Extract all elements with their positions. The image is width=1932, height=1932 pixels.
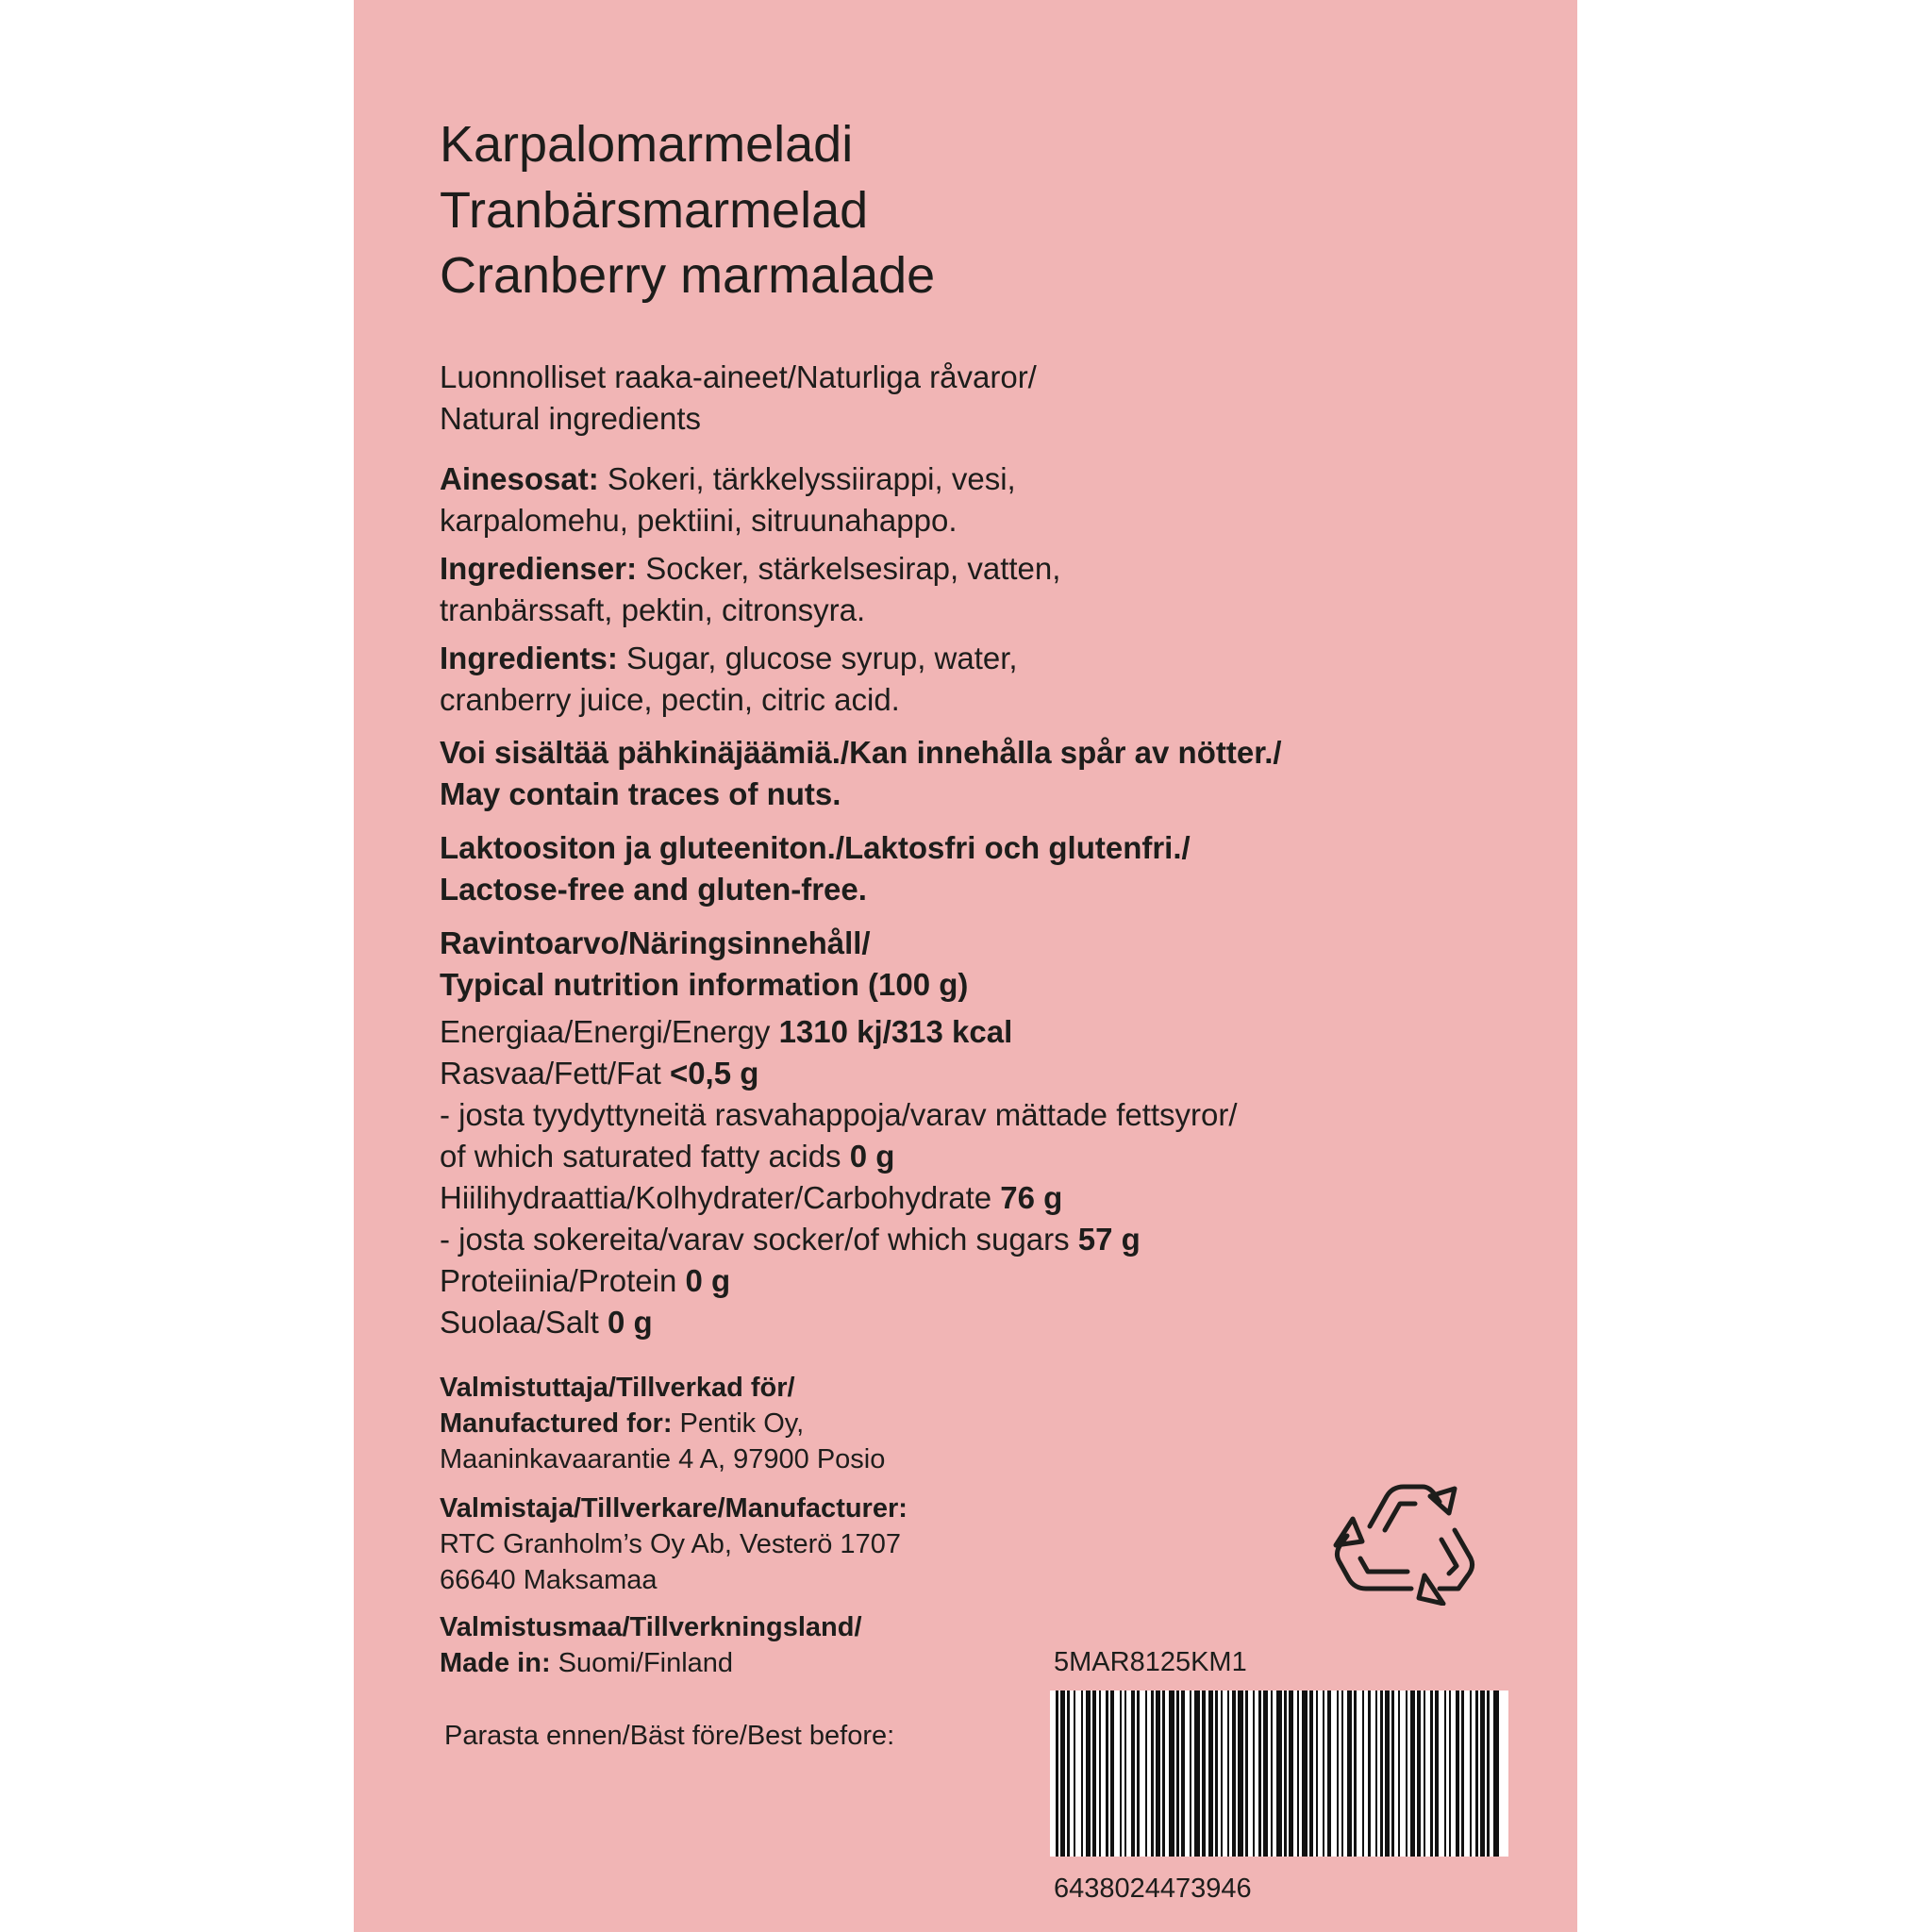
barcode-bar xyxy=(1258,1690,1261,1857)
barcode-bar xyxy=(1081,1690,1083,1857)
barcode-bar xyxy=(1086,1690,1091,1857)
barcode-bar xyxy=(1380,1690,1383,1857)
barcode-bar xyxy=(1435,1690,1439,1857)
barcode-bar xyxy=(1271,1690,1273,1857)
title-swedish: Tranbärsmarmelad xyxy=(440,182,869,239)
barcode-bar xyxy=(1354,1690,1357,1857)
natural-ingredients-line1: Luonnolliset raaka-aineet/Naturliga råvaror/ xyxy=(440,359,1037,394)
nutrition-label: of which saturated fatty acids xyxy=(440,1139,850,1174)
barcode-bar xyxy=(1232,1690,1236,1857)
nutrition-value: <0,5 g xyxy=(669,1056,759,1091)
nutrition-value: 76 g xyxy=(1000,1180,1063,1215)
nutrition-row-carbohydrate xyxy=(440,1177,1062,1219)
nutrition-heading-line2: Typical nutrition information (100 g) xyxy=(440,967,969,1002)
manufactured-for-label: Valmistuttaja/Tillverkad för/ xyxy=(440,1373,795,1403)
barcode-bar xyxy=(1245,1690,1248,1857)
barcode-bar xyxy=(1362,1690,1364,1857)
product-code: 5MAR8125KM1 xyxy=(1054,1647,1247,1677)
barcode-bar xyxy=(1092,1690,1096,1857)
nutrition-row-energy xyxy=(440,1011,1012,1053)
nutrition-value: 0 g xyxy=(607,1305,653,1340)
barcode-bar xyxy=(1487,1690,1490,1857)
barcode-bar xyxy=(1202,1690,1206,1857)
manufacturer-label: Valmistaja/Tillverkare/Manufacturer: xyxy=(440,1493,908,1524)
nutrition-value: 0 g xyxy=(849,1139,895,1174)
barcode-bar xyxy=(1215,1690,1218,1857)
nutrition-row-fat xyxy=(440,1053,758,1094)
barcode-bar xyxy=(1461,1690,1464,1857)
manufactured-for-name: Pentik Oy, xyxy=(672,1408,805,1439)
barcode-bar xyxy=(1284,1690,1287,1857)
origin-country: Suomi/Finland xyxy=(550,1648,734,1678)
nutrition-label: - josta sokereita/varav socker/of which sugars xyxy=(440,1222,1078,1257)
title-english: Cranberry marmalade xyxy=(440,247,936,304)
nutrition-row-saturated xyxy=(440,1136,894,1177)
nutrition-row-sugars xyxy=(440,1219,1141,1260)
barcode-bar xyxy=(1056,1690,1058,1857)
barcode-bar xyxy=(1263,1690,1268,1857)
nutrition-label: Rasvaa/Fett/Fat xyxy=(440,1056,670,1091)
barcode-bar xyxy=(1169,1690,1174,1857)
barcode-bar xyxy=(1341,1690,1343,1857)
origin-line xyxy=(440,1645,733,1681)
barcode-bar xyxy=(1067,1690,1070,1857)
manufactured-for-label2: Manufactured for: xyxy=(440,1408,673,1439)
ingredients-en-line2: cranberry juice, pectin, citric acid. xyxy=(440,682,900,717)
ean-number: 6438024473946 xyxy=(1054,1874,1252,1904)
barcode xyxy=(1050,1690,1508,1857)
barcode-bar xyxy=(1368,1690,1371,1857)
barcode-bar xyxy=(1456,1690,1459,1857)
nutrition-heading-line1: Ravintoarvo/Näringsinnehåll/ xyxy=(440,925,871,960)
nutrition-row-saturated-label xyxy=(440,1094,1238,1136)
barcode-bar xyxy=(1398,1690,1400,1857)
barcode-bar xyxy=(1208,1690,1213,1857)
nutrition-label: Suolaa/Salt xyxy=(440,1305,608,1340)
barcode-bar xyxy=(1106,1690,1108,1857)
barcode-bar xyxy=(1375,1690,1377,1857)
barcode-bar xyxy=(1316,1690,1318,1857)
barcode-bar xyxy=(1480,1690,1485,1857)
ingredients-fi-text: Sokeri, tärkkelyssiirappi, vesi, xyxy=(598,461,1016,496)
manufactured-for-address: Maaninkavaarantie 4 A, 97900 Posio xyxy=(440,1444,886,1474)
nutrition-row-salt xyxy=(440,1302,653,1343)
ingredients-en-line1 xyxy=(440,638,1018,679)
barcode-bar xyxy=(1137,1690,1140,1857)
barcode-bar xyxy=(1238,1690,1243,1857)
barcode-bar xyxy=(1347,1690,1352,1857)
barcode-bar xyxy=(1493,1690,1499,1857)
nuts-warning-line1: Voi sisältää pähkinäjäämiä./Kan innehålla spår av nötter./ xyxy=(440,735,1282,770)
barcode-bar xyxy=(1253,1690,1255,1857)
barcode-bar xyxy=(1060,1690,1065,1857)
barcode-bar xyxy=(1297,1690,1299,1857)
ingredients-sv-label: Ingredienser: xyxy=(440,551,638,586)
barcode-bar xyxy=(1194,1690,1200,1857)
ingredients-en-label: Ingredients: xyxy=(440,641,618,675)
barcode-bar xyxy=(1327,1690,1331,1857)
barcode-bar xyxy=(1124,1690,1126,1857)
barcode-bar xyxy=(1323,1690,1324,1857)
barcode-bar xyxy=(1417,1690,1421,1857)
barcode-bar xyxy=(1190,1690,1191,1857)
nutrition-label: - josta tyydyttyneitä rasvahappoja/varav mättade fettsyror/ xyxy=(440,1097,1238,1132)
barcode-bar xyxy=(1145,1690,1147,1857)
nutrition-value: 1310 kj/313 kcal xyxy=(778,1014,1013,1049)
nutrition-value: 0 g xyxy=(685,1263,731,1298)
barcode-bar xyxy=(1302,1690,1307,1857)
ingredients-en-text: Sugar, glucose syrup, water, xyxy=(617,641,1018,675)
origin-label2: Made in: xyxy=(440,1648,551,1678)
manufacturer-address-line1: RTC Granholm’s Oy Ab, Vesterö 1707 xyxy=(440,1529,901,1559)
barcode-bar xyxy=(1337,1690,1339,1857)
manufactured-for-line xyxy=(440,1406,804,1441)
ingredients-sv-line2: tranbärssaft, pektin, citronsyra. xyxy=(440,592,866,627)
barcode-bar xyxy=(1410,1690,1415,1857)
barcode-bar xyxy=(1430,1690,1433,1857)
origin-label: Valmistusmaa/Tillverkningsland/ xyxy=(440,1612,862,1642)
lactose-line2: Lactose-free and gluten-free. xyxy=(440,872,867,907)
ingredients-fi-label: Ainesosat: xyxy=(440,461,599,496)
ingredients-sv-text: Socker, stärkelsesirap, vatten, xyxy=(637,551,1061,586)
barcode-bar xyxy=(1110,1690,1114,1857)
barcode-bar xyxy=(1276,1690,1282,1857)
manufacturer-address-line2: 66640 Maksamaa xyxy=(440,1565,658,1595)
title-finnish: Karpalomarmeladi xyxy=(440,116,854,173)
barcode-bar xyxy=(1120,1690,1122,1857)
barcode-bar xyxy=(1221,1690,1223,1857)
nutrition-label: Hiilihydraattia/Kolhydrater/Carbohydrate xyxy=(440,1180,1001,1215)
barcode-bar xyxy=(1475,1690,1478,1857)
nutrition-row-protein xyxy=(440,1260,730,1302)
ingredients-fi-line1 xyxy=(440,458,1016,500)
barcode-bar xyxy=(1181,1690,1185,1857)
lactose-line1: Laktoositon ja gluteeniton./Laktosfri och glutenfri./ xyxy=(440,830,1191,865)
recycle-icon xyxy=(1328,1464,1485,1606)
barcode-bar xyxy=(1391,1690,1394,1857)
ingredients-sv-line1 xyxy=(440,548,1060,590)
barcode-bar xyxy=(1176,1690,1179,1857)
natural-ingredients-line2: Natural ingredients xyxy=(440,401,701,436)
barcode-bar xyxy=(1449,1690,1451,1857)
nutrition-label: Proteiinia/Protein xyxy=(440,1263,686,1298)
ingredients-fi-line2: karpalomehu, pektiini, sitruunahappo. xyxy=(440,503,958,538)
barcode-bar xyxy=(1289,1690,1293,1857)
barcode-bar xyxy=(1156,1690,1160,1857)
barcode-bar xyxy=(1099,1690,1101,1857)
barcode-bar xyxy=(1424,1690,1425,1857)
best-before: Parasta ennen/Bäst före/Best before: xyxy=(444,1721,895,1751)
barcode-bar xyxy=(1131,1690,1135,1857)
barcode-bar xyxy=(1227,1690,1229,1857)
barcode-bar xyxy=(1470,1690,1472,1857)
barcode-bar xyxy=(1406,1690,1407,1857)
barcode-bar xyxy=(1444,1690,1446,1857)
nutrition-value: 57 g xyxy=(1077,1222,1141,1257)
barcode-bar xyxy=(1151,1690,1154,1857)
nutrition-label: Energiaa/Energi/Energy xyxy=(440,1014,779,1049)
nuts-warning-line2: May contain traces of nuts. xyxy=(440,776,841,811)
barcode-bar xyxy=(1309,1690,1313,1857)
barcode-bar xyxy=(1074,1690,1075,1857)
barcode-bar xyxy=(1162,1690,1165,1857)
barcode-bar xyxy=(1385,1690,1390,1857)
